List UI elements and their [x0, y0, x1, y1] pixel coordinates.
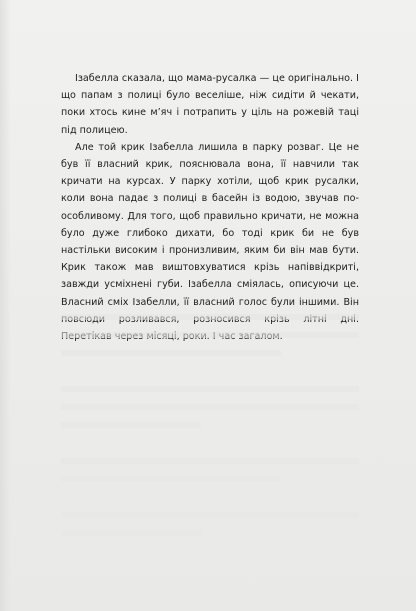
faded-line: [61, 350, 281, 356]
body-text: [61, 70, 359, 345]
faded-line: [61, 512, 359, 518]
faded-line: [61, 476, 281, 482]
faded-line: [61, 332, 359, 338]
faded-line: [61, 404, 359, 410]
faded-line: [61, 422, 201, 428]
faded-line: [61, 530, 201, 536]
page-fold-shadow: [0, 0, 11, 611]
faded-line: [61, 386, 359, 392]
faded-line: [61, 458, 359, 464]
paragraph-2: Але той крик Ізабелла лишила в парку розваг. Це не був її власний крик, пояснювала вона, її навчили так кричати на курсах. У парку хотіли, щоб крик русалки, коли вона падає з полиці в басейн із водою, звучав по-особливому. Для того, щоб правильно кричати, не можна було дуже глибоко дихати, бо тоді крик би не був настільки високим і пронизливим, яким би він мав бути. Крик також мав виштовхуватися крізь напіввідкриті, завжди усміхнені губи. Ізабелла сміялась, описуючи це. Власний сміх Ізабелли, її власний голос були іншими. Він: [61, 141, 359, 308]
paragraph-1: Ізабелла сказала, що мама-русалка — це оригінально. І що папам з полиці було веселіше, ніж сидіти й чекати, поки хтось кине м’яч і потрапить у ціль на рожевій таці під полицею.: [61, 73, 359, 136]
faded-line: [61, 314, 359, 320]
